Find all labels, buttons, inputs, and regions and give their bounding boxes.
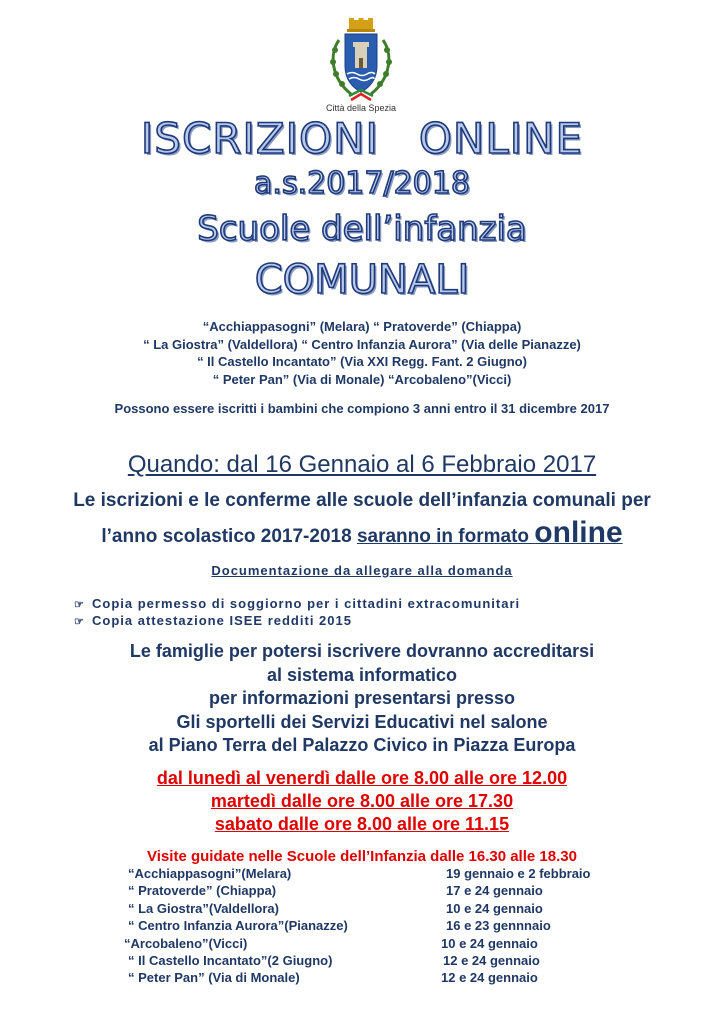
table-row <box>0 866 724 883</box>
visit-school: “ Il Castello Incantato”(2 Giugno) <box>128 952 333 968</box>
schools-list <box>0 318 724 388</box>
table-row <box>0 970 724 987</box>
title-line-1 <box>0 114 724 163</box>
title-line-comunali: COMUNALI <box>254 257 470 303</box>
table-row <box>0 901 724 918</box>
title-word-online: ONLINE <box>418 114 584 163</box>
list-item: ☞ Copia permesso di soggiorno per i cittadini extracomunitari <box>74 596 521 611</box>
city-crest <box>320 18 402 116</box>
visit-dates: 19 gennaio e 2 febbraio <box>446 866 591 881</box>
intro-school-year: l’anno scolastico 2017-2018 <box>101 526 357 547</box>
schools-line: “ Peter Pan” (Via di Monale) “Arcobaleno”(Vicci) <box>212 371 512 387</box>
pointing-hand-icon: ☞ <box>74 616 84 628</box>
eligibility-note: Possono essere iscritti i bambini che compiono 3 anni entro il 31 dicembre 2017 <box>114 401 610 416</box>
visit-dates: 12 e 24 gennaio <box>441 970 538 986</box>
schools-line: “ La Giostra” (Valdellora) “ Centro Infanzia Aurora” (Via delle Pianazze) <box>143 336 581 352</box>
visits-title: Visite guidate nelle Scuole dell’Infanzia dalle 16.30 alle 18.30 <box>147 848 577 865</box>
crest-label: Città della Spezia <box>325 103 397 113</box>
visit-dates: 16 e 23 gennnaio <box>446 918 551 934</box>
visit-school: “ La Giostra”(Valdellora) <box>128 900 279 916</box>
documents-list <box>74 596 520 630</box>
visit-school: “ Centro Infanzia Aurora”(Pianazze) <box>128 918 348 934</box>
pointing-hand-icon: ☞ <box>74 599 84 611</box>
families-line: Le famiglie per potersi iscrivere dovranno accreditarsi <box>129 641 595 661</box>
families-line: per informazioni presentarsi presso <box>208 688 516 708</box>
families-line: al Piano Terra del Palazzo Civico in Piazza Europa <box>148 735 576 755</box>
visit-school: “ Peter Pan” (Via di Monale) <box>128 970 300 986</box>
intro-line-2 <box>0 516 724 550</box>
intro-format-text: saranno in formato online <box>356 516 623 549</box>
list-item: ☞ Copia attestazione ISEE redditi 2015 <box>74 613 352 628</box>
visit-school: “Acchiappasogni”(Melara) <box>128 866 292 881</box>
documents-title: Documentazione da allegare alla domanda <box>211 563 513 578</box>
visit-school: “ Pratoverde” (Chiappa) <box>128 883 277 899</box>
families-line: Gli sportelli dei Servizi Educativi nel salone <box>176 711 548 732</box>
table-row <box>0 918 724 935</box>
schools-line: “Acchiappasogni” (Melara) “ Pratoverde” (Chiappa) <box>202 319 522 334</box>
table-row <box>0 953 724 970</box>
title-line-school-year: a.s.2017/2018 <box>254 166 470 201</box>
online-emphasis: online <box>534 516 623 549</box>
families-line: al sistema informatico <box>266 664 458 685</box>
table-row <box>0 883 724 900</box>
visit-school: “Arcobaleno”(Vicci) <box>124 935 248 951</box>
schools-line: “ Il Castello Incantato” (Via XXI Regg. Fant. 2 Giugno) <box>197 354 527 369</box>
title-word-iscrizioni: ISCRIZIONI <box>140 114 379 163</box>
office-hours <box>0 767 724 836</box>
hours-line: sabato dalle ore 8.00 alle ore 11.15 <box>214 814 510 834</box>
intro-line-1: Le iscrizioni e le conferme alle scuole dell’infanzia comunali per <box>73 490 651 511</box>
title-line-scuole: Scuole dell’infanzia <box>197 209 527 249</box>
visits-table <box>0 866 724 988</box>
visit-dates: 12 e 24 gennaio <box>443 952 540 968</box>
table-row <box>0 936 724 953</box>
hours-line: dal lunedì al venerdì dalle ore 8.00 alle ore 12.00 <box>156 768 568 788</box>
visit-dates: 10 e 24 gennaio <box>441 935 538 951</box>
registration-period: Quando: dal 16 Gennaio al 6 Febbraio 2017 <box>127 451 597 478</box>
families-info <box>0 640 724 758</box>
visit-dates: 10 e 24 gennaio <box>446 900 543 916</box>
crest-emblem-icon <box>325 18 397 102</box>
visit-dates: 17 e 24 gennaio <box>446 883 543 899</box>
hours-line: martedì dalle ore 8.00 alle ore 17.30 <box>210 791 514 811</box>
